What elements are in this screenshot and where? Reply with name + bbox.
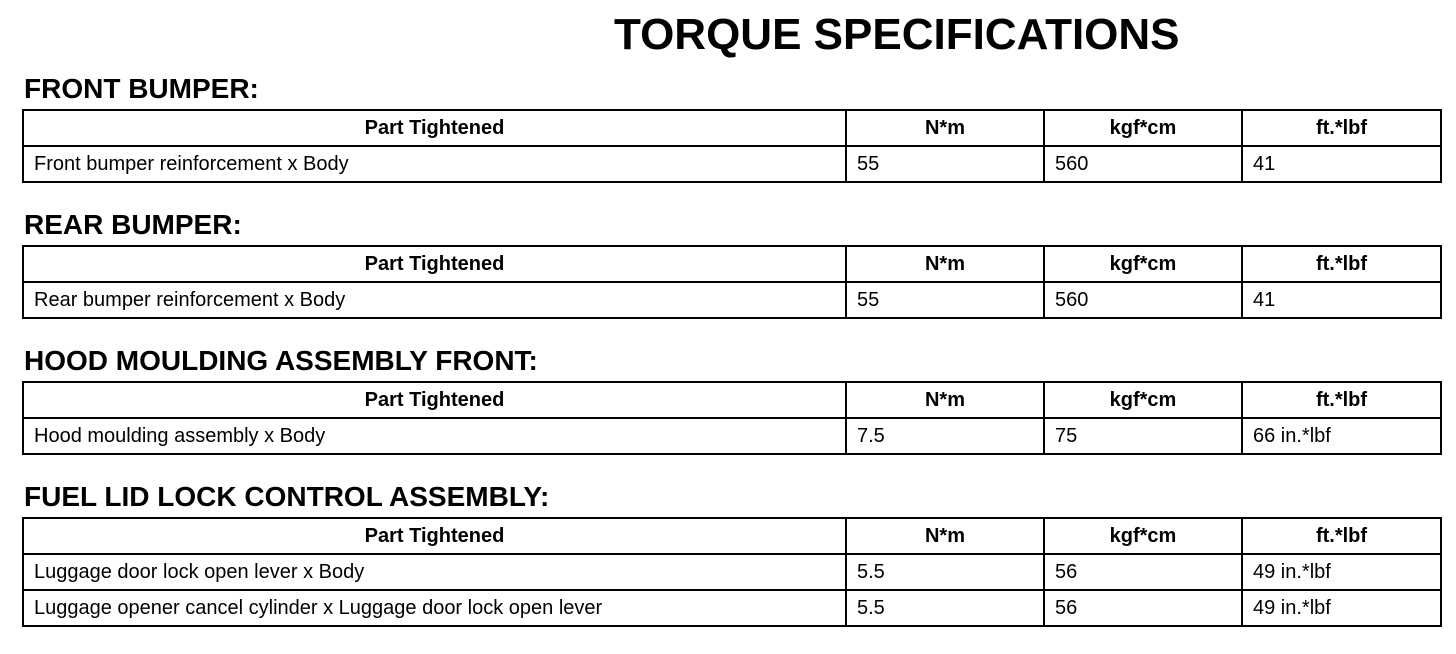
section-heading-hood-moulding: HOOD MOULDING ASSEMBLY FRONT: bbox=[24, 345, 538, 376]
column-header-nm: N*m bbox=[846, 518, 1044, 554]
column-header-nm: N*m bbox=[846, 246, 1044, 282]
column-header-ftlbf: ft.*lbf bbox=[1242, 246, 1441, 282]
cell-ftlbf: 41 bbox=[1242, 146, 1441, 182]
table-header-row bbox=[23, 110, 1441, 146]
table-header-row bbox=[23, 382, 1441, 418]
table-row bbox=[23, 282, 1441, 318]
cell-part: Luggage door lock open lever x Body bbox=[23, 554, 846, 590]
cell-ftlbf: 41 bbox=[1242, 282, 1441, 318]
cell-kgfcm: 560 bbox=[1044, 282, 1242, 318]
cell-ftlbf: 49 in.*lbf bbox=[1242, 590, 1441, 626]
cell-nm: 5.5 bbox=[846, 590, 1044, 626]
cell-kgfcm: 560 bbox=[1044, 146, 1242, 182]
cell-nm: 55 bbox=[846, 282, 1044, 318]
cell-nm: 7.5 bbox=[846, 418, 1044, 454]
section-heading-front-bumper: FRONT BUMPER: bbox=[24, 73, 259, 104]
column-header-part: Part Tightened bbox=[23, 518, 846, 554]
column-header-part: Part Tightened bbox=[23, 110, 846, 146]
column-header-part: Part Tightened bbox=[23, 246, 846, 282]
column-header-nm: N*m bbox=[846, 110, 1044, 146]
column-header-kgfcm: kgf*cm bbox=[1044, 382, 1242, 418]
cell-ftlbf: 66 in.*lbf bbox=[1242, 418, 1441, 454]
cell-nm: 55 bbox=[846, 146, 1044, 182]
cell-part: Luggage opener cancel cylinder x Luggage door lock open lever bbox=[23, 590, 846, 626]
column-header-kgfcm: kgf*cm bbox=[1044, 110, 1242, 146]
table-header-row bbox=[23, 246, 1441, 282]
table-row bbox=[23, 590, 1441, 626]
cell-part: Hood moulding assembly x Body bbox=[23, 418, 846, 454]
torque-table-fuel-lid-lock bbox=[22, 517, 1442, 627]
cell-part: Front bumper reinforcement x Body bbox=[23, 146, 846, 182]
cell-ftlbf: 49 in.*lbf bbox=[1242, 554, 1441, 590]
column-header-ftlbf: ft.*lbf bbox=[1242, 518, 1441, 554]
column-header-part: Part Tightened bbox=[23, 382, 846, 418]
torque-table-rear-bumper bbox=[22, 245, 1442, 319]
column-header-kgfcm: kgf*cm bbox=[1044, 246, 1242, 282]
column-header-kgfcm: kgf*cm bbox=[1044, 518, 1242, 554]
cell-kgfcm: 56 bbox=[1044, 554, 1242, 590]
table-row bbox=[23, 554, 1441, 590]
column-header-ftlbf: ft.*lbf bbox=[1242, 382, 1441, 418]
cell-nm: 5.5 bbox=[846, 554, 1044, 590]
torque-table-hood-moulding bbox=[22, 381, 1442, 455]
table-row bbox=[23, 146, 1441, 182]
page-title: TORQUE SPECIFICATIONS bbox=[614, 10, 1180, 59]
cell-part: Rear bumper reinforcement x Body bbox=[23, 282, 846, 318]
torque-table-front-bumper bbox=[22, 109, 1442, 183]
column-header-ftlbf: ft.*lbf bbox=[1242, 110, 1441, 146]
section-heading-rear-bumper: REAR BUMPER: bbox=[24, 209, 242, 240]
cell-kgfcm: 56 bbox=[1044, 590, 1242, 626]
section-heading-fuel-lid-lock: FUEL LID LOCK CONTROL ASSEMBLY: bbox=[24, 481, 550, 512]
table-row bbox=[23, 418, 1441, 454]
cell-kgfcm: 75 bbox=[1044, 418, 1242, 454]
column-header-nm: N*m bbox=[846, 382, 1044, 418]
table-header-row bbox=[23, 518, 1441, 554]
